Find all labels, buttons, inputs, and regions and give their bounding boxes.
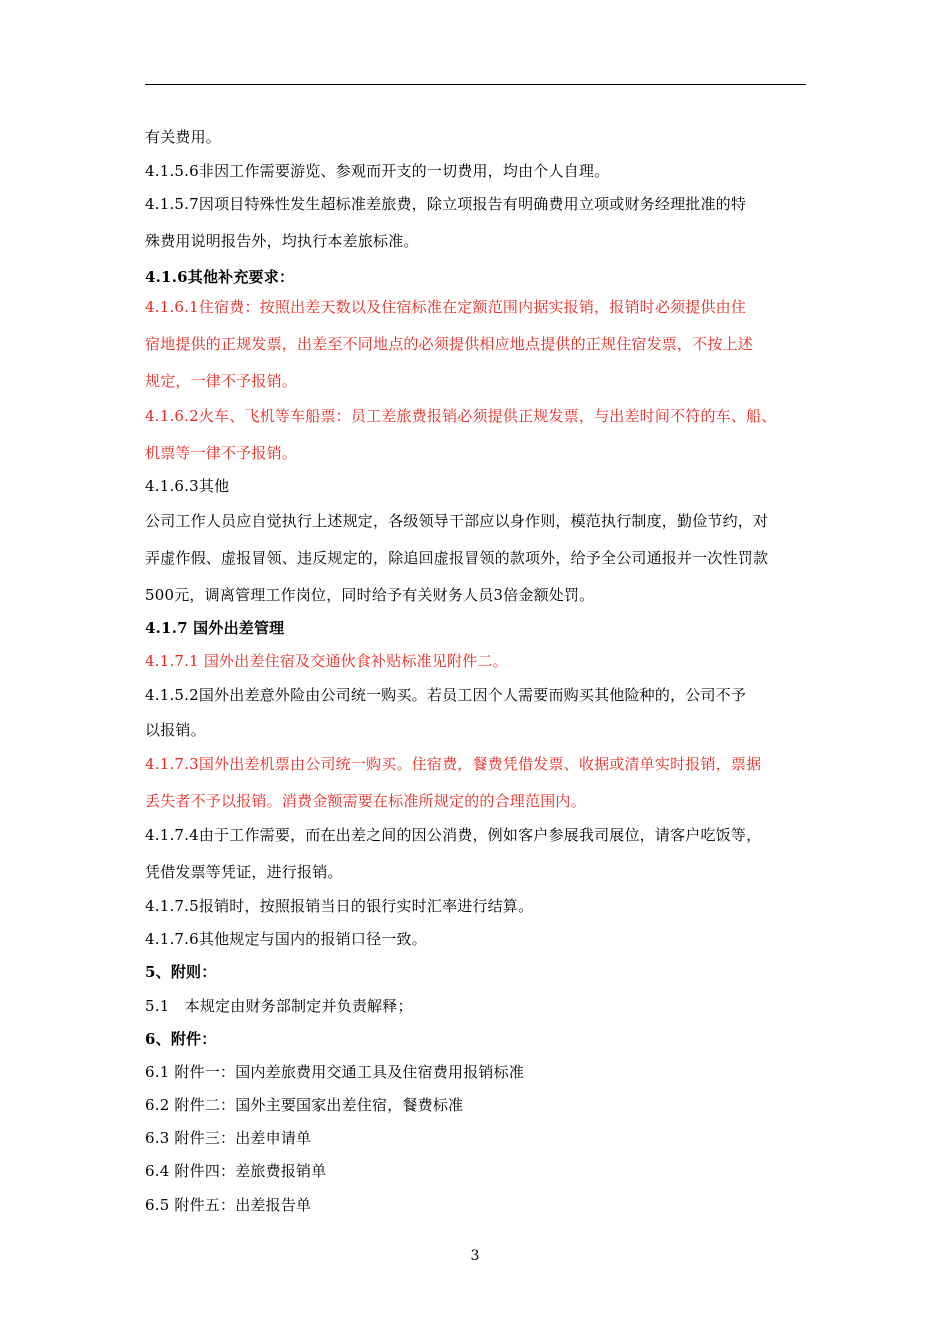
text-line: 6.3 附件三：出差申请单	[145, 1129, 312, 1147]
text-line: 500元，调离管理工作岗位，同时给予有关财务人员3倍金额处罚。	[145, 586, 595, 604]
text-line: 有关费用。	[145, 128, 222, 146]
text-line: 6.1 附件一：国内差旅费用交通工具及住宿费用报销标准	[145, 1063, 525, 1081]
text-line: 4.1.5.7因项目特殊性发生超标准差旅费，除立项报告有明确费用立项或财务经理批准的特	[145, 195, 747, 213]
section-heading: 5、附则：	[145, 963, 217, 981]
text-line: 4.1.7.6其他规定与国内的报销口径一致。	[145, 930, 427, 948]
text-line: 4.1.5.2国外出差意外险由公司统一购买。若员工因个人需要而购买其他险种的，公司不予	[145, 686, 747, 704]
text-line: 6.4 附件四：差旅费报销单	[145, 1162, 327, 1180]
text-line-red: 4.1.6.2火车、飞机等车船票：员工差旅费报销必须提供正规发票，与出差时间不符的车、船、	[145, 407, 777, 425]
text-line: 殊费用说明报告外，均执行本差旅标准。	[145, 232, 419, 250]
text-line: 6.5 附件五：出差报告单	[145, 1196, 312, 1214]
section-heading: 4.1.7 国外出差管理	[145, 619, 285, 637]
header-rule	[145, 84, 806, 85]
text-line: 以报销。	[145, 721, 206, 739]
text-line-red: 4.1.6.1住宿费：按照出差天数以及住宿标准在定额范围内据实报销，报销时必须提供由住	[145, 298, 747, 316]
text-line: 4.1.5.6非因工作需要游览、参观而开支的一切费用，均由个人自理。	[145, 162, 610, 180]
text-line-red: 4.1.7.3国外出差机票由公司统一购买。住宿费，餐费凭借发票、收据或清单实时报销，票据	[145, 755, 762, 773]
section-heading: 4.1.6其他补充要求：	[145, 268, 295, 286]
text-line-red: 丢失者不予以报销。消费金额需要在标准所规定的的合理范围内。	[145, 792, 586, 810]
text-line: 4.1.7.5报销时，按照报销当日的银行实时汇率进行结算。	[145, 897, 534, 915]
text-line: 4.1.6.3其他	[145, 477, 230, 495]
text-line: 6.2 附件二：国外主要国家出差住宿，餐费标准	[145, 1096, 464, 1114]
section-heading: 6、附件：	[145, 1030, 217, 1048]
text-line: 弄虚作假、虚报冒领、违反规定的，除追回虚报冒领的款项外，给予全公司通报并一次性罚款	[145, 549, 769, 567]
text-line: 5.1 本规定由财务部制定并负责解释；	[145, 997, 413, 1015]
text-line: 4.1.7.4由于工作需要，而在出差之间的因公消费，例如客户参展我司展位，请客户吃饭等，	[145, 826, 762, 844]
text-line-red: 规定，一律不予报销。	[145, 372, 298, 390]
page-number: 3	[470, 1248, 480, 1264]
text-line-red: 宿地提供的正规发票，出差至不同地点的必须提供相应地点提供的正规住宿发票，不按上述	[145, 335, 754, 353]
text-line: 公司工作人员应自觉执行上述规定，各级领导干部应以身作则，模范执行制度，勤俭节约，对	[145, 512, 769, 530]
text-line-red: 4.1.7.1 国外出差住宿及交通伙食补贴标准见附件二。	[145, 652, 508, 670]
text-line: 凭借发票等凭证，进行报销。	[145, 863, 343, 881]
text-line-red: 机票等一律不予报销。	[145, 444, 298, 462]
